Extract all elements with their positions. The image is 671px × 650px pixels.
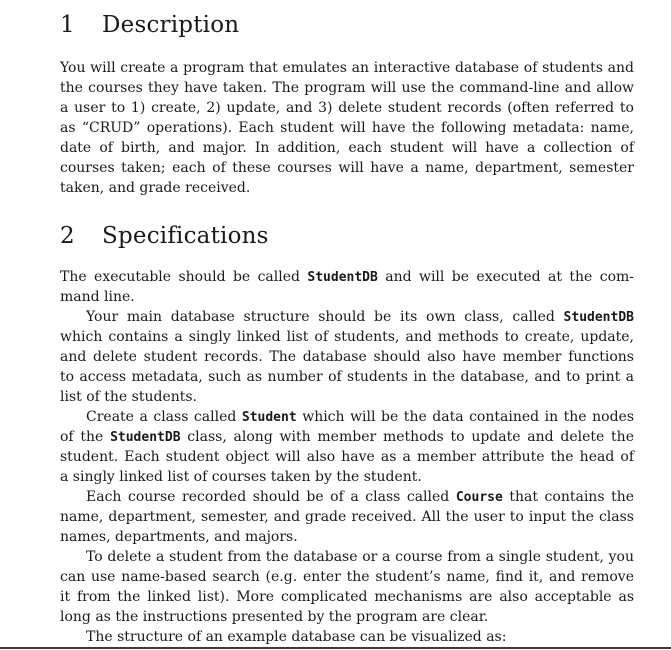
section-number: 2 — [60, 223, 75, 249]
text-line — [60, 487, 634, 507]
code-inline: Course — [455, 490, 503, 505]
text-line: student. Each student object will also have as a member attribute the head of — [60, 449, 634, 465]
text-run: and will be executed at the com- — [377, 269, 634, 285]
text-line: which contains a singly linked list of students, and methods to create, update, — [60, 329, 634, 345]
text-run: of the — [60, 429, 111, 445]
text-line: date of birth, and major. In addition, each student will have a collection of — [60, 140, 634, 156]
code-inline: Student — [241, 410, 297, 425]
text-line — [60, 427, 634, 447]
text-line: it from the linked list). More complicated mechanisms are also acceptable as — [60, 589, 634, 605]
text-run: Create a class called — [86, 409, 242, 425]
text-line: names, departments, and majors. — [60, 529, 298, 545]
text-line: as “CRUD” operations). Each student will have the following metadata: name, — [60, 120, 634, 136]
code-inline: StudentDB — [110, 430, 181, 445]
code-inline: StudentDB — [563, 310, 634, 325]
text-line: a user to 1) create, 2) update, and 3) delete student records (often referred to — [60, 100, 634, 116]
text-line: name, department, semester, and grade received. All the user to input the class — [60, 509, 634, 525]
text-line: To delete a student from the database or a course from a single student, you — [86, 549, 634, 565]
text-line: to access metadata, such as number of students in the database, and to print a — [60, 369, 634, 385]
text-line: mand line. — [60, 289, 135, 305]
text-run: Your main database structure should be its own class, called — [86, 309, 564, 325]
text-line: list of the students. — [60, 389, 198, 405]
text-run: class, along with member methods to update and delete the — [180, 429, 634, 445]
section-title: Specifications — [102, 223, 269, 249]
section-number: 1 — [60, 12, 75, 38]
section-heading-description — [60, 12, 239, 38]
text-line: You will create a program that emulates an interactive database of students and — [60, 60, 634, 76]
text-line: a singly linked list of courses taken by the student. — [60, 469, 422, 485]
text-line: taken, and grade received. — [60, 180, 251, 196]
text-run: Each course recorded should be of a class called — [86, 489, 456, 505]
code-inline: StudentDB — [307, 270, 378, 285]
text-line: the courses they have taken. The program will use the command-line and allow — [60, 80, 634, 96]
text-run: which will be the data contained in the nodes — [296, 409, 634, 425]
text-line — [60, 307, 634, 327]
section-title: Description — [102, 12, 240, 38]
text-run: that contains the — [502, 489, 634, 505]
section-heading-specifications — [60, 223, 269, 249]
specifications-body — [60, 267, 634, 647]
text-line: long as the instructions presented by the program are clear. — [60, 609, 489, 625]
page-bottom-rule — [0, 647, 671, 649]
description-paragraph — [60, 58, 634, 198]
text-line — [60, 407, 634, 427]
text-run: The executable should be called — [60, 269, 308, 285]
text-line: and delete student records. The database should also have member functions — [60, 349, 634, 365]
text-line: The structure of an example database can be visualized as: — [86, 629, 507, 645]
text-line: courses taken; each of these courses will have a name, department, semester — [60, 160, 634, 176]
text-line — [60, 267, 634, 287]
text-line: can use name-based search (e.g. enter the student’s name, find it, and remove — [60, 569, 634, 585]
